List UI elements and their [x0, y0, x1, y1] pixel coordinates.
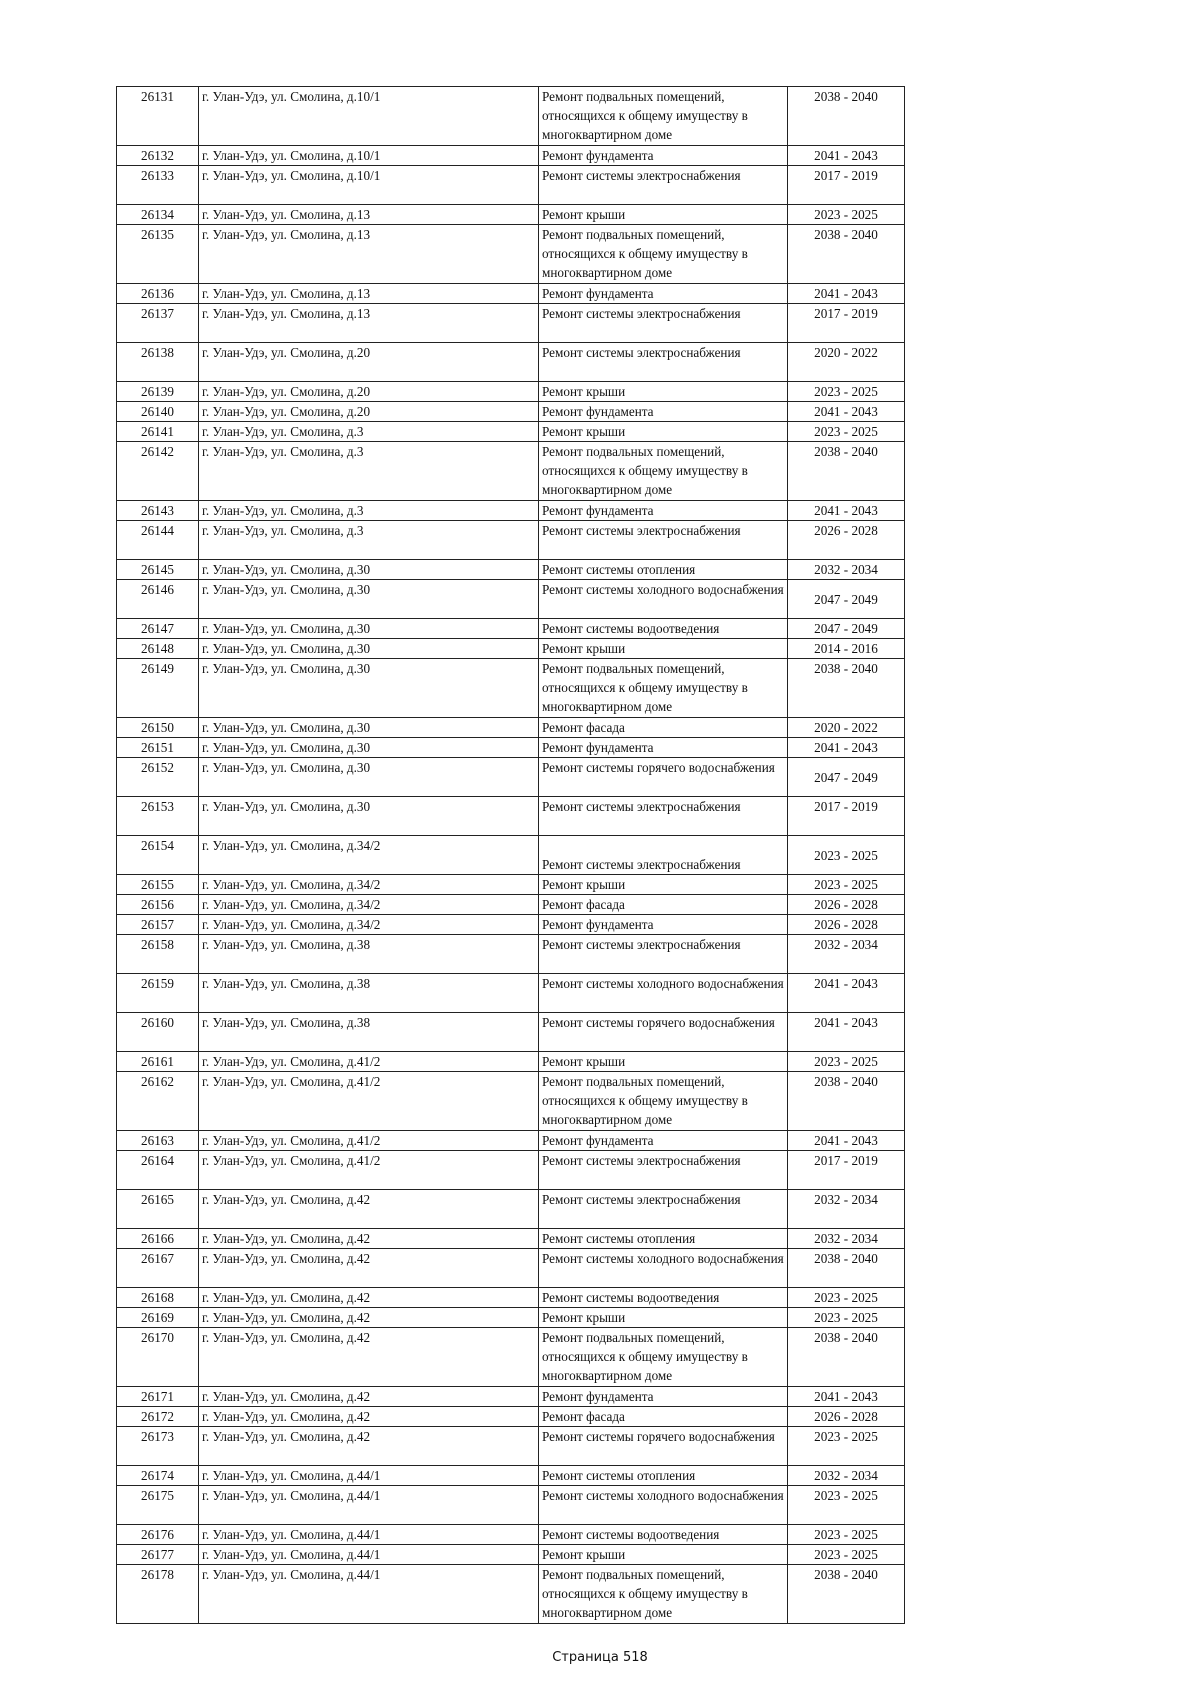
work-type-cell: Ремонт системы электроснабжения [539, 1151, 788, 1190]
row-number: 26156 [117, 895, 199, 915]
table-row [117, 915, 905, 935]
row-number: 26158 [117, 935, 199, 974]
period-cell: 2038 - 2040 [788, 659, 905, 718]
table-row [117, 284, 905, 304]
work-type-cell: Ремонт системы электроснабжения [539, 304, 788, 343]
address-cell: г. Улан-Удэ, ул. Смолина, д.3 [199, 501, 539, 521]
row-number: 26138 [117, 343, 199, 382]
work-type-cell: Ремонт крыши [539, 422, 788, 442]
work-type-cell: Ремонт фасада [539, 895, 788, 915]
row-number: 26149 [117, 659, 199, 718]
period-cell: 2038 - 2040 [788, 1249, 905, 1288]
period-cell: 2038 - 2040 [788, 1565, 905, 1624]
work-type-cell: Ремонт системы отопления [539, 1466, 788, 1486]
table-row [117, 1328, 905, 1387]
table-row [117, 836, 905, 875]
period-cell: 2038 - 2040 [788, 442, 905, 501]
period-cell: 2038 - 2040 [788, 1072, 905, 1131]
address-cell: г. Улан-Удэ, ул. Смолина, д.30 [199, 619, 539, 639]
period-cell: 2041 - 2043 [788, 402, 905, 422]
address-cell: г. Улан-Удэ, ул. Смолина, д.41/2 [199, 1151, 539, 1190]
row-number: 26154 [117, 836, 199, 875]
table-row [117, 659, 905, 718]
row-number: 26153 [117, 797, 199, 836]
table-row [117, 205, 905, 225]
period-cell: 2023 - 2025 [788, 836, 905, 875]
table-row [117, 639, 905, 659]
work-type-cell: Ремонт системы холодного водоснабжения [539, 974, 788, 1013]
period-cell: 2032 - 2034 [788, 1190, 905, 1229]
address-cell: г. Улан-Удэ, ул. Смолина, д.42 [199, 1427, 539, 1466]
address-cell: г. Улан-Удэ, ул. Смолина, д.42 [199, 1387, 539, 1407]
table-row [117, 1072, 905, 1131]
row-number: 26155 [117, 875, 199, 895]
table-body [117, 87, 905, 1624]
address-cell: г. Улан-Удэ, ул. Смолина, д.13 [199, 205, 539, 225]
period-cell: 2041 - 2043 [788, 284, 905, 304]
address-cell: г. Улан-Удэ, ул. Смолина, д.30 [199, 659, 539, 718]
row-number: 26164 [117, 1151, 199, 1190]
row-number: 26145 [117, 560, 199, 580]
address-cell: г. Улан-Удэ, ул. Смолина, д.34/2 [199, 915, 539, 935]
row-number: 26135 [117, 225, 199, 284]
work-type-cell: Ремонт подвальных помещений, относящихся к общему имуществу в многоквартирном доме [539, 659, 788, 718]
row-number: 26132 [117, 146, 199, 166]
address-cell: г. Улан-Удэ, ул. Смолина, д.41/2 [199, 1052, 539, 1072]
row-number: 26157 [117, 915, 199, 935]
address-cell: г. Улан-Удэ, ул. Смолина, д.42 [199, 1407, 539, 1427]
table-row [117, 501, 905, 521]
address-cell: г. Улан-Удэ, ул. Смолина, д.42 [199, 1190, 539, 1229]
address-cell: г. Улан-Удэ, ул. Смолина, д.42 [199, 1249, 539, 1288]
period-cell: 2041 - 2043 [788, 974, 905, 1013]
row-number: 26136 [117, 284, 199, 304]
row-number: 26166 [117, 1229, 199, 1249]
work-type-cell: Ремонт подвальных помещений, относящихся к общему имуществу в многоквартирном доме [539, 1072, 788, 1131]
table-row [117, 1427, 905, 1466]
row-number: 26173 [117, 1427, 199, 1466]
table-row [117, 225, 905, 284]
work-type-cell: Ремонт системы холодного водоснабжения [539, 1486, 788, 1525]
row-number: 26152 [117, 758, 199, 797]
table-row [117, 895, 905, 915]
work-type-cell: Ремонт подвальных помещений, относящихся к общему имуществу в многоквартирном доме [539, 1328, 788, 1387]
period-cell: 2023 - 2025 [788, 422, 905, 442]
row-number: 26148 [117, 639, 199, 659]
work-type-cell: Ремонт крыши [539, 382, 788, 402]
work-type-cell: Ремонт крыши [539, 1545, 788, 1565]
address-cell: г. Улан-Удэ, ул. Смолина, д.13 [199, 225, 539, 284]
row-number: 26170 [117, 1328, 199, 1387]
address-cell: г. Улан-Удэ, ул. Смолина, д.10/1 [199, 166, 539, 205]
row-number: 26167 [117, 1249, 199, 1288]
work-type-cell: Ремонт фундамента [539, 501, 788, 521]
work-type-cell: Ремонт системы холодного водоснабжения [539, 1249, 788, 1288]
table-row [117, 304, 905, 343]
address-cell: г. Улан-Удэ, ул. Смолина, д.3 [199, 442, 539, 501]
table-row [117, 875, 905, 895]
period-cell: 2038 - 2040 [788, 225, 905, 284]
table-row [117, 166, 905, 205]
row-number: 26163 [117, 1131, 199, 1151]
period-cell: 2041 - 2043 [788, 146, 905, 166]
work-type-cell: Ремонт системы электроснабжения [539, 166, 788, 205]
table-row [117, 1052, 905, 1072]
address-cell: г. Улан-Удэ, ул. Смолина, д.20 [199, 382, 539, 402]
row-number: 26131 [117, 87, 199, 146]
table-row [117, 1486, 905, 1525]
address-cell: г. Улан-Удэ, ул. Смолина, д.10/1 [199, 146, 539, 166]
period-cell: 2017 - 2019 [788, 166, 905, 205]
table-row [117, 442, 905, 501]
address-cell: г. Улан-Удэ, ул. Смолина, д.34/2 [199, 836, 539, 875]
work-type-cell: Ремонт системы горячего водоснабжения [539, 1427, 788, 1466]
table-row [117, 1525, 905, 1545]
work-type-cell: Ремонт фундамента [539, 284, 788, 304]
period-cell: 2020 - 2022 [788, 343, 905, 382]
period-cell: 2020 - 2022 [788, 718, 905, 738]
table-row [117, 619, 905, 639]
address-cell: г. Улан-Удэ, ул. Смолина, д.38 [199, 935, 539, 974]
work-type-cell: Ремонт системы горячего водоснабжения [539, 758, 788, 797]
table-row [117, 422, 905, 442]
table-row [117, 1288, 905, 1308]
address-cell: г. Улан-Удэ, ул. Смолина, д.30 [199, 797, 539, 836]
period-cell: 2023 - 2025 [788, 382, 905, 402]
table-row [117, 1229, 905, 1249]
work-type-cell: Ремонт системы горячего водоснабжения [539, 1013, 788, 1052]
work-type-cell: Ремонт системы электроснабжения [539, 935, 788, 974]
address-cell: г. Улан-Удэ, ул. Смолина, д.38 [199, 1013, 539, 1052]
work-type-cell: Ремонт крыши [539, 1052, 788, 1072]
table-row [117, 1387, 905, 1407]
table-row [117, 718, 905, 738]
work-type-cell: Ремонт системы электроснабжения [539, 343, 788, 382]
table-row [117, 1151, 905, 1190]
work-type-cell: Ремонт подвальных помещений, относящихся к общему имуществу в многоквартирном доме [539, 87, 788, 146]
period-cell: 2047 - 2049 [788, 580, 905, 619]
table-row [117, 758, 905, 797]
table-row [117, 1407, 905, 1427]
table-row [117, 521, 905, 560]
period-cell: 2014 - 2016 [788, 639, 905, 659]
work-type-cell: Ремонт фундамента [539, 1131, 788, 1151]
period-cell: 2026 - 2028 [788, 1407, 905, 1427]
work-type-cell: Ремонт фасада [539, 718, 788, 738]
address-cell: г. Улан-Удэ, ул. Смолина, д.42 [199, 1229, 539, 1249]
work-type-cell: Ремонт крыши [539, 875, 788, 895]
row-number: 26177 [117, 1545, 199, 1565]
period-cell: 2023 - 2025 [788, 1288, 905, 1308]
period-cell: 2023 - 2025 [788, 1486, 905, 1525]
period-cell: 2032 - 2034 [788, 1229, 905, 1249]
work-type-cell: Ремонт подвальных помещений, относящихся к общему имуществу в многоквартирном доме [539, 1565, 788, 1624]
table-row [117, 797, 905, 836]
work-type-cell: Ремонт подвальных помещений, относящихся к общему имуществу в многоквартирном доме [539, 442, 788, 501]
work-type-cell: Ремонт системы отопления [539, 1229, 788, 1249]
address-cell: г. Улан-Удэ, ул. Смолина, д.3 [199, 521, 539, 560]
work-type-cell: Ремонт системы холодного водоснабжения [539, 580, 788, 619]
period-cell: 2026 - 2028 [788, 521, 905, 560]
table-row [117, 1545, 905, 1565]
page-number: Страница 518 [552, 1650, 648, 1665]
address-cell: г. Улан-Удэ, ул. Смолина, д.42 [199, 1308, 539, 1328]
work-type-cell: Ремонт системы отопления [539, 560, 788, 580]
row-number: 26169 [117, 1308, 199, 1328]
table-row [117, 382, 905, 402]
period-cell: 2032 - 2034 [788, 1466, 905, 1486]
work-type-cell: Ремонт системы электроснабжения [539, 797, 788, 836]
address-cell: г. Улан-Удэ, ул. Смолина, д.10/1 [199, 87, 539, 146]
address-cell: г. Улан-Удэ, ул. Смолина, д.44/1 [199, 1565, 539, 1624]
address-cell: г. Улан-Удэ, ул. Смолина, д.44/1 [199, 1545, 539, 1565]
work-type-cell: Ремонт системы электроснабжения [539, 836, 788, 875]
table-row [117, 402, 905, 422]
row-number: 26161 [117, 1052, 199, 1072]
work-type-cell: Ремонт фундамента [539, 146, 788, 166]
period-cell: 2041 - 2043 [788, 1013, 905, 1052]
period-cell: 2017 - 2019 [788, 797, 905, 836]
period-cell: 2017 - 2019 [788, 1151, 905, 1190]
work-type-cell: Ремонт системы электроснабжения [539, 1190, 788, 1229]
row-number: 26168 [117, 1288, 199, 1308]
period-cell: 2041 - 2043 [788, 501, 905, 521]
table-row [117, 87, 905, 146]
row-number: 26134 [117, 205, 199, 225]
row-number: 26147 [117, 619, 199, 639]
period-cell: 2041 - 2043 [788, 1387, 905, 1407]
address-cell: г. Улан-Удэ, ул. Смолина, д.30 [199, 758, 539, 797]
period-cell: 2038 - 2040 [788, 1328, 905, 1387]
table-row [117, 1190, 905, 1229]
row-number: 26165 [117, 1190, 199, 1229]
address-cell: г. Улан-Удэ, ул. Смолина, д.30 [199, 718, 539, 738]
table-row [117, 1013, 905, 1052]
address-cell: г. Улан-Удэ, ул. Смолина, д.44/1 [199, 1466, 539, 1486]
period-cell: 2047 - 2049 [788, 619, 905, 639]
period-cell: 2023 - 2025 [788, 1545, 905, 1565]
address-cell: г. Улан-Удэ, ул. Смолина, д.30 [199, 560, 539, 580]
table-row [117, 1308, 905, 1328]
address-cell: г. Улан-Удэ, ул. Смолина, д.20 [199, 402, 539, 422]
period-cell: 2041 - 2043 [788, 738, 905, 758]
work-type-cell: Ремонт крыши [539, 639, 788, 659]
address-cell: г. Улан-Удэ, ул. Смолина, д.34/2 [199, 895, 539, 915]
period-cell: 2047 - 2049 [788, 758, 905, 797]
period-cell: 2026 - 2028 [788, 895, 905, 915]
table-row [117, 343, 905, 382]
address-cell: г. Улан-Удэ, ул. Смолина, д.42 [199, 1328, 539, 1387]
period-cell: 2023 - 2025 [788, 1525, 905, 1545]
row-number: 26137 [117, 304, 199, 343]
address-cell: г. Улан-Удэ, ул. Смолина, д.30 [199, 580, 539, 619]
row-number: 26175 [117, 1486, 199, 1525]
work-type-cell: Ремонт подвальных помещений, относящихся к общему имуществу в многоквартирном доме [539, 225, 788, 284]
period-cell: 2023 - 2025 [788, 205, 905, 225]
table-row [117, 1131, 905, 1151]
work-type-cell: Ремонт крыши [539, 205, 788, 225]
row-number: 26142 [117, 442, 199, 501]
row-number: 26140 [117, 402, 199, 422]
address-cell: г. Улан-Удэ, ул. Смолина, д.20 [199, 343, 539, 382]
row-number: 26144 [117, 521, 199, 560]
work-type-cell: Ремонт системы водоотведения [539, 1525, 788, 1545]
table-row [117, 146, 905, 166]
work-type-cell: Ремонт фасада [539, 1407, 788, 1427]
table-row [117, 560, 905, 580]
table-row [117, 580, 905, 619]
row-number: 26159 [117, 974, 199, 1013]
row-number: 26141 [117, 422, 199, 442]
address-cell: г. Улан-Удэ, ул. Смолина, д.41/2 [199, 1072, 539, 1131]
row-number: 26171 [117, 1387, 199, 1407]
address-cell: г. Улан-Удэ, ул. Смолина, д.42 [199, 1288, 539, 1308]
work-type-cell: Ремонт крыши [539, 1308, 788, 1328]
row-number: 26146 [117, 580, 199, 619]
period-cell: 2023 - 2025 [788, 1308, 905, 1328]
table-row [117, 738, 905, 758]
period-cell: 2032 - 2034 [788, 560, 905, 580]
row-number: 26174 [117, 1466, 199, 1486]
address-cell: г. Улан-Удэ, ул. Смолина, д.13 [199, 304, 539, 343]
period-cell: 2038 - 2040 [788, 87, 905, 146]
address-cell: г. Улан-Удэ, ул. Смолина, д.30 [199, 738, 539, 758]
period-cell: 2023 - 2025 [788, 1052, 905, 1072]
work-type-cell: Ремонт фундамента [539, 402, 788, 422]
row-number: 26178 [117, 1565, 199, 1624]
address-cell: г. Улан-Удэ, ул. Смолина, д.41/2 [199, 1131, 539, 1151]
work-type-cell: Ремонт фундамента [539, 915, 788, 935]
row-number: 26160 [117, 1013, 199, 1052]
row-number: 26139 [117, 382, 199, 402]
address-cell: г. Улан-Удэ, ул. Смолина, д.30 [199, 639, 539, 659]
row-number: 26150 [117, 718, 199, 738]
work-type-cell: Ремонт системы водоотведения [539, 1288, 788, 1308]
table-row [117, 1565, 905, 1624]
address-cell: г. Улан-Удэ, ул. Смолина, д.38 [199, 974, 539, 1013]
work-type-cell: Ремонт системы водоотведения [539, 619, 788, 639]
address-cell: г. Улан-Удэ, ул. Смолина, д.44/1 [199, 1486, 539, 1525]
row-number: 26151 [117, 738, 199, 758]
table-row [117, 974, 905, 1013]
period-cell: 2032 - 2034 [788, 935, 905, 974]
row-number: 26133 [117, 166, 199, 205]
table-row [117, 935, 905, 974]
work-type-cell: Ремонт фундамента [539, 1387, 788, 1407]
table-row [117, 1249, 905, 1288]
row-number: 26143 [117, 501, 199, 521]
period-cell: 2041 - 2043 [788, 1131, 905, 1151]
address-cell: г. Улан-Удэ, ул. Смолина, д.3 [199, 422, 539, 442]
address-cell: г. Улан-Удэ, ул. Смолина, д.13 [199, 284, 539, 304]
row-number: 26176 [117, 1525, 199, 1545]
work-type-cell: Ремонт фундамента [539, 738, 788, 758]
work-type-cell: Ремонт системы электроснабжения [539, 521, 788, 560]
address-cell: г. Улан-Удэ, ул. Смолина, д.34/2 [199, 875, 539, 895]
row-number: 26172 [117, 1407, 199, 1427]
repair-schedule-table [116, 86, 905, 1624]
period-cell: 2026 - 2028 [788, 915, 905, 935]
period-cell: 2017 - 2019 [788, 304, 905, 343]
period-cell: 2023 - 2025 [788, 1427, 905, 1466]
address-cell: г. Улан-Удэ, ул. Смолина, д.44/1 [199, 1525, 539, 1545]
period-cell: 2023 - 2025 [788, 875, 905, 895]
table-row [117, 1466, 905, 1486]
row-number: 26162 [117, 1072, 199, 1131]
